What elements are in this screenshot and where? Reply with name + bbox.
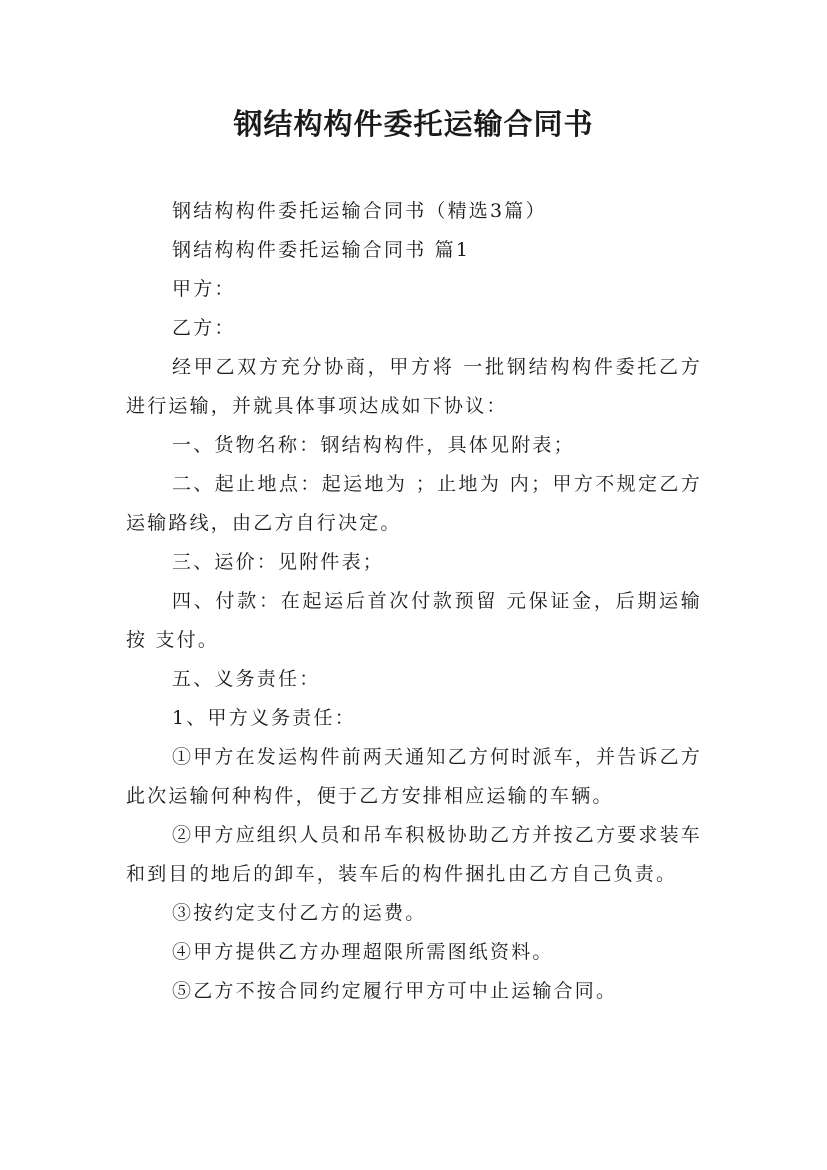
paragraph-clause-locations: 二、起止地点：起运地为 ；止地为 内；甲方不规定乙方运输路线，由乙方自行决定。 — [126, 473, 702, 534]
paragraph-clause-price: 三、运价：见附件表； — [172, 551, 385, 573]
paragraph-party-b: 乙方： — [172, 317, 236, 339]
paragraph-item-1: ①甲方在发运构件前两天通知乙方何时派车，并告诉乙方此次运输何种构件，便于乙方安排相应运输的车辆。 — [126, 746, 703, 807]
document-title: 钢结构构件委托运输合同书 — [233, 107, 594, 141]
paragraph-item-2: ②甲方应组织人员和吊车积极协助乙方并按乙方要求装车和到目的地后的卸车，装车后的构件捆扎由乙方自己负责。 — [126, 824, 703, 885]
paragraph-clause-obligations: 五、义务责任： — [172, 668, 321, 690]
paragraph-preamble: 经甲乙双方充分协商，甲方将 一批钢结构构件委托乙方进行运输，并就具体事项达成如下协议： — [126, 356, 702, 417]
paragraph-item-4: ④甲方提供乙方办理超限所需图纸资料。 — [172, 941, 554, 963]
paragraph-party-a: 甲方： — [172, 278, 236, 300]
paragraph-article-heading: 钢结构构件委托运输合同书 篇1 — [172, 239, 471, 261]
paragraph-clause-payment: 四、付款：在起运后首次付款预留 元保证金，后期运输按 支付。 — [126, 590, 702, 651]
paragraph-clause-goods: 一、货物名称：钢结构构件，具体见附表； — [172, 434, 575, 456]
paragraph-item-3: ③按约定支付乙方的运费。 — [172, 902, 427, 924]
document-body — [126, 192, 702, 1011]
paragraph-item-5: ⑤乙方不按合同约定履行甲方可中止运输合同。 — [172, 980, 618, 1002]
paragraph-collection-title: 钢结构构件委托运输合同书（精选3篇） — [172, 200, 547, 222]
paragraph-party-a-obligations: 1、甲方义务责任： — [172, 707, 356, 729]
